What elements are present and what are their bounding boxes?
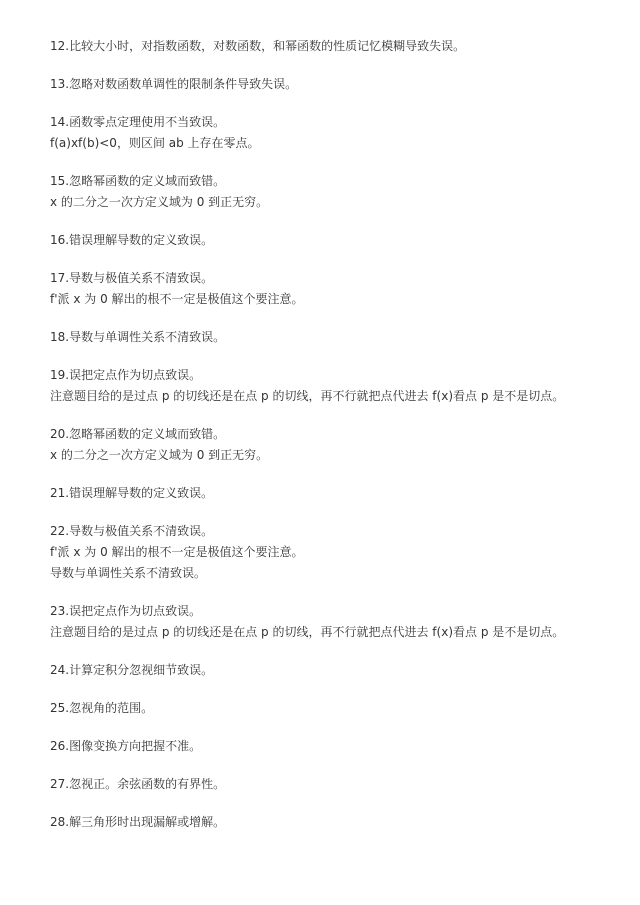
- item-heading: 25.忽视角的范围。: [50, 701, 154, 715]
- list-item: [50, 660, 610, 681]
- item-heading: 20.忽略幂函数的定义域而致错。: [50, 427, 226, 441]
- item-note: 注意题目给的是过点 p 的切线还是在点 p 的切线，再不行就把点代进去 f(x)看点 p 是不是切点。: [50, 625, 565, 639]
- list-item: [50, 812, 610, 833]
- list-item: [50, 601, 610, 643]
- item-heading: 14.函数零点定理使用不当致误。: [50, 115, 226, 129]
- item-heading: 22.导数与极值关系不清致误。: [50, 524, 214, 538]
- item-heading: 27.忽视正。余弦函数的有界性。: [50, 777, 226, 791]
- list-item: [50, 327, 610, 348]
- item-heading: 28.解三角形时出现漏解或增解。: [50, 815, 226, 829]
- list-item: [50, 171, 610, 213]
- item-heading: 12.比较大小时，对指数函数，对数函数，和幂函数的性质记忆模糊导致失误。: [50, 39, 466, 53]
- list-item: [50, 112, 610, 154]
- list-item: [50, 268, 610, 310]
- item-heading: 23.误把定点作为切点致误。: [50, 604, 202, 618]
- item-heading: 15.忽略幂函数的定义域而致错。: [50, 174, 226, 188]
- list-item: [50, 365, 610, 407]
- item-note: f'派 x 为 0 解出的根不一定是极值这个要注意。: [50, 292, 304, 306]
- item-heading: 16.错误理解导数的定义致误。: [50, 233, 214, 247]
- list-item: [50, 230, 610, 251]
- item-heading: 24.计算定积分忽视细节致误。: [50, 663, 214, 677]
- item-heading: 26.图像变换方向把握不准。: [50, 739, 202, 753]
- list-item: [50, 483, 610, 504]
- item-note: 导数与单调性关系不清致误。: [50, 566, 207, 580]
- item-heading: 17.导数与极值关系不清致误。: [50, 271, 214, 285]
- item-note: x 的二分之一次方定义域为 0 到正无穷。: [50, 448, 269, 462]
- item-note: f(a)xf(b)<0，则区间 ab 上存在零点。: [50, 136, 260, 150]
- list-item: [50, 74, 610, 95]
- item-heading: 19.误把定点作为切点致误。: [50, 368, 202, 382]
- item-heading: 13.忽略对数函数单调性的限制条件导致失误。: [50, 77, 298, 91]
- list-item: [50, 774, 610, 795]
- document-page: [50, 36, 610, 850]
- item-note: x 的二分之一次方定义域为 0 到正无穷。: [50, 195, 269, 209]
- list-item: [50, 521, 610, 584]
- item-note: 注意题目给的是过点 p 的切线还是在点 p 的切线，再不行就把点代进去 f(x)看点 p 是不是切点。: [50, 389, 565, 403]
- item-list: [50, 36, 610, 833]
- list-item: [50, 736, 610, 757]
- item-heading: 18.导数与单调性关系不清致误。: [50, 330, 226, 344]
- list-item: [50, 424, 610, 466]
- item-heading: 21.错误理解导数的定义致误。: [50, 486, 214, 500]
- item-note: f'派 x 为 0 解出的根不一定是极值这个要注意。: [50, 545, 304, 559]
- list-item: [50, 698, 610, 719]
- list-item: [50, 36, 610, 57]
